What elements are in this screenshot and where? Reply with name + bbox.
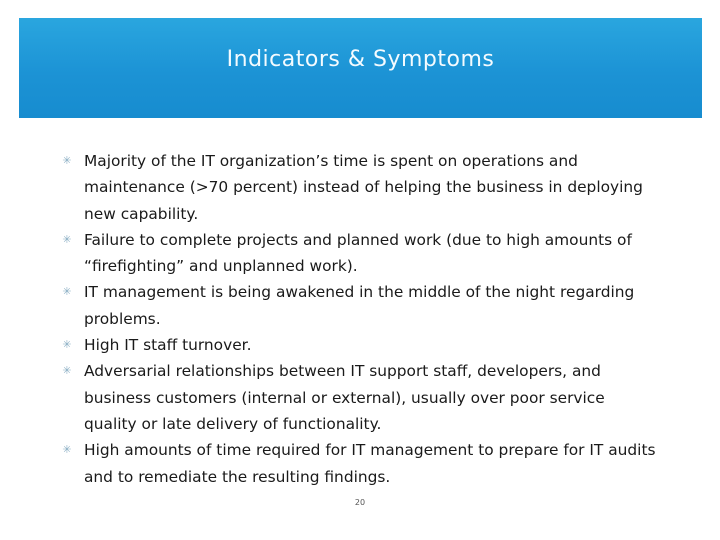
bullet-text: Majority of the IT organization’s time is spent on operations and maintenance (>70 percent) instead of helping the business in deploying new capability. [84,152,643,223]
asterisk-icon: ✳ [62,364,72,378]
bullet-text: High IT staff turnover. [84,336,252,355]
bullet-text: High amounts of time required for IT management to prepare for IT audits and to remediate the resulting findings. [84,441,656,486]
bullet-list [60,148,660,490]
bullet-item [60,227,660,280]
bullet-item [60,437,660,490]
bullet-text: Failure to complete projects and planned work (due to high amounts of “firefighting” and unplanned work). [84,230,632,276]
bullet-text: Adversarial relationships between IT support staff, developers, and business customers (internal or external), usually over poor service quality or late delivery of functionality. [84,362,605,433]
slide-title: Indicators & Symptoms [226,46,495,72]
asterisk-icon: ✳ [62,338,72,352]
page-number: 20 [354,498,366,507]
bullet-item [60,358,660,437]
asterisk-icon: ✳ [62,154,72,167]
asterisk-icon: ✳ [62,232,72,246]
title-band [19,18,702,118]
bullet-item [60,279,660,332]
bullet-item [60,148,660,227]
bullet-item [60,332,660,358]
asterisk-icon: ✳ [62,443,72,457]
asterisk-icon: ✳ [62,285,72,299]
bullet-text: IT management is being awakened in the middle of the night regarding problems. [84,283,635,328]
